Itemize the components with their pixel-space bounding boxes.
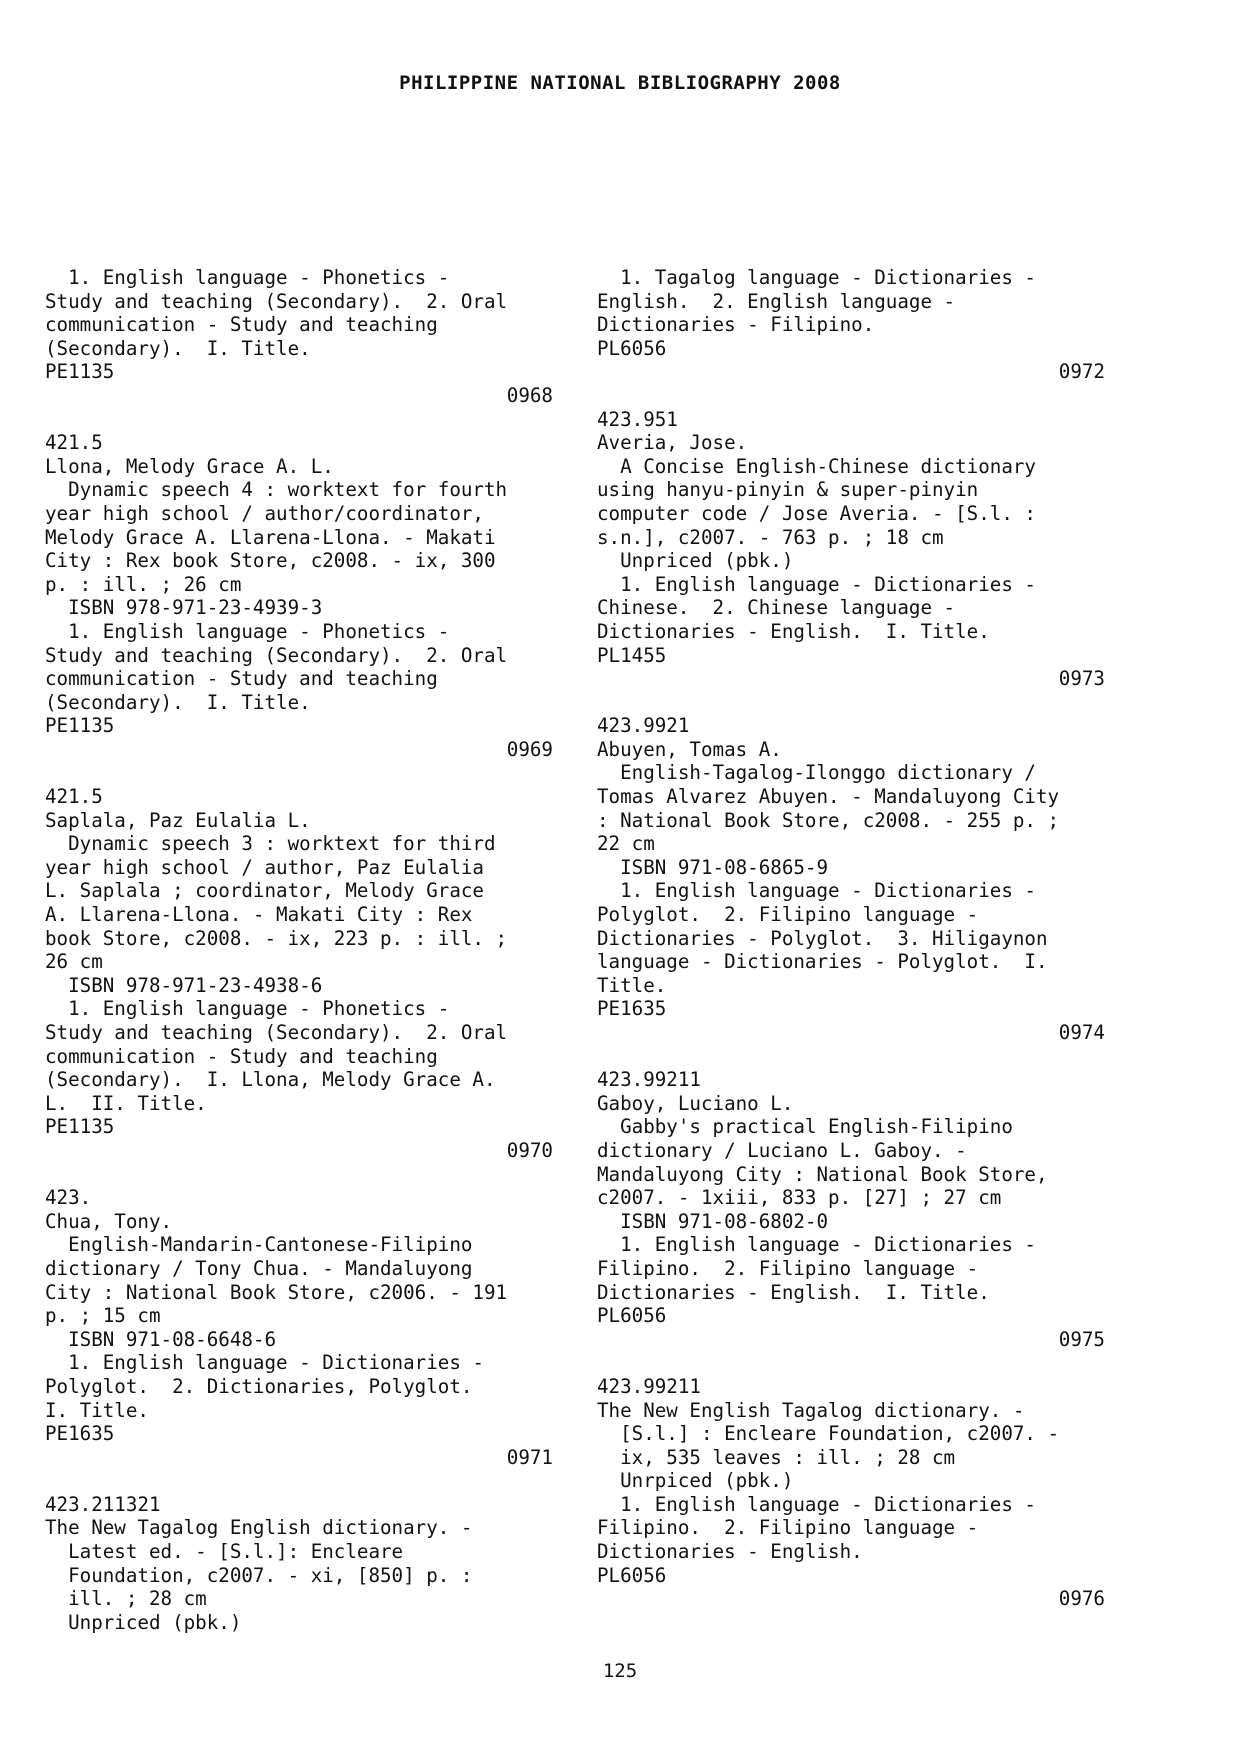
entry-line: using hanyu-pinyin & super-pinyin xyxy=(597,478,979,502)
entry-line: Dictionaries - English. I. Title. xyxy=(597,619,990,643)
entry-number: 0969 xyxy=(506,737,553,761)
entry-line: Filipino. 2. Filipino language - xyxy=(597,1256,979,1280)
entry-line: The New English Tagalog dictionary. - xyxy=(597,1398,1025,1422)
entry-line: Foundation, c2007. - xi, [850] p. : xyxy=(45,1563,473,1587)
entry-line: ill. ; 28 cm xyxy=(45,1587,207,1611)
entry-line: Dictionaries - English. xyxy=(597,1540,863,1564)
entry-line: 423.9921 xyxy=(597,714,690,738)
entry-number: 0970 xyxy=(506,1138,553,1162)
entry-line: Dictionaries - Filipino. xyxy=(597,313,875,337)
entry-line: Gabby's practical English-Filipino xyxy=(597,1115,1013,1139)
entry-line: Unrpiced (pbk.) xyxy=(597,1469,794,1493)
entry-line: Filipino. 2. Filipino language - xyxy=(597,1516,979,1540)
entry-line: communication - Study and teaching xyxy=(45,667,438,691)
entry-line: p. ; 15 cm xyxy=(45,1304,161,1328)
entry-line: Chinese. 2. Chinese language - xyxy=(597,596,956,620)
entry-line: PE1635 xyxy=(597,997,667,1021)
entry-line: ISBN 978-971-23-4939-3 xyxy=(45,596,323,620)
entry-line: PE1635 xyxy=(45,1422,115,1446)
entry-number: 0974 xyxy=(1058,1021,1105,1044)
entry-line: Polyglot. 2. Filipino language - xyxy=(597,903,979,927)
entry-line: p. : ill. ; 26 cm xyxy=(45,572,242,596)
entry-line: (Secondary). I. Title. xyxy=(45,690,311,714)
entry-line: Dictionaries - English. I. Title. xyxy=(597,1280,990,1304)
entry-line: Polyglot. 2. Dictionaries, Polyglot. xyxy=(45,1374,473,1398)
blank-line xyxy=(597,1351,1105,1375)
entry-line: Study and teaching (Secondary). 2. Oral xyxy=(45,1021,508,1044)
entry-line: A. Llarena-Llona. - Makati City : Rex xyxy=(45,903,473,927)
entry-number: 0968 xyxy=(506,383,553,407)
entry-line: PL6056 xyxy=(597,1563,667,1587)
entry-line: language - Dictionaries - Polyglot. I. xyxy=(597,950,1048,974)
entry-line: 421.5 xyxy=(45,785,103,809)
entry-line: 1. Tagalog language - Dictionaries - xyxy=(597,266,1036,289)
entry-line: Unpriced (pbk.) xyxy=(45,1610,242,1634)
entry-number: 0972 xyxy=(1058,360,1105,384)
entry-line: 1. English language - Dictionaries - xyxy=(597,1233,1036,1257)
entry-line: communication - Study and teaching xyxy=(45,1044,438,1068)
page-header: PHILIPPINE NATIONAL BIBLIOGRAPHY 2008 xyxy=(399,72,841,94)
entry-line: The New Tagalog English dictionary. - xyxy=(45,1516,473,1540)
entry-number: 0975 xyxy=(1058,1327,1105,1351)
left-column xyxy=(45,266,553,1634)
entry-line: year high school / author/coordinator, xyxy=(45,501,484,525)
entry-line: 1. English language - Phonetics - xyxy=(45,266,450,289)
entry-number: 0973 xyxy=(1058,667,1105,691)
entry-line: 1. English language - Dictionaries - xyxy=(597,572,1036,596)
entry-line: 1. English language - Phonetics - xyxy=(45,997,450,1021)
entry-line: PL6056 xyxy=(597,1304,667,1328)
entry-line: City : Rex book Store, c2008. - ix, 300 xyxy=(45,549,496,573)
blank-line xyxy=(45,1469,553,1493)
entry-line: 22 cm xyxy=(597,832,655,856)
entry-line: [S.l.] : Encleare Foundation, c2007. - xyxy=(597,1422,1060,1446)
entry-line: ix, 535 leaves : ill. ; 28 cm xyxy=(597,1445,956,1469)
blank-line xyxy=(597,384,1105,408)
entry-line: : National Book Store, c2008. - 255 p. ; xyxy=(597,808,1060,832)
entry-line: Title. xyxy=(597,973,667,997)
entry-line: 421.5 xyxy=(45,431,103,455)
entry-line: Gaboy, Luciano L. xyxy=(597,1091,794,1115)
entry-line: PL6056 xyxy=(597,336,667,360)
entry-line: City : National Book Store, c2006. - 191 xyxy=(45,1280,508,1304)
entry-line: Latest ed. - [S.l.]: Encleare xyxy=(45,1540,404,1564)
entry-line: 423.99211 xyxy=(597,1068,701,1092)
entry-line: I. Title. xyxy=(45,1398,149,1422)
right-column xyxy=(597,266,1105,1611)
entry-line: ISBN 978-971-23-4938-6 xyxy=(45,973,323,997)
entry-line: ISBN 971-08-6865-9 xyxy=(597,855,829,879)
entry-line: Chua, Tony. xyxy=(45,1209,173,1233)
entry-line: Averia, Jose. xyxy=(597,431,748,455)
entry-line: Dictionaries - Polyglot. 3. Hiligaynon xyxy=(597,926,1048,950)
entry-line: year high school / author, Paz Eulalia xyxy=(45,855,484,879)
entry-line: ISBN 971-08-6802-0 xyxy=(597,1209,829,1233)
entry-line: dictionary / Luciano L. Gaboy. - xyxy=(597,1138,967,1162)
entry-line: dictionary / Tony Chua. - Mandaluyong xyxy=(45,1256,473,1280)
entry-line: English-Mandarin-Cantonese-Filipino xyxy=(45,1233,473,1257)
blank-line xyxy=(45,408,553,432)
entry-line: 1. English language - Dictionaries - xyxy=(45,1351,484,1375)
entry-line: Melody Grace A. Llarena-Llona. - Makati xyxy=(45,525,496,549)
blank-line xyxy=(597,1045,1105,1069)
entry-number: 0971 xyxy=(506,1445,553,1469)
entry-line: 423. xyxy=(45,1186,92,1210)
entry-line: communication - Study and teaching xyxy=(45,313,438,337)
entry-line: computer code / Jose Averia. - [S.l. : xyxy=(597,501,1036,525)
entry-line: 423.211321 xyxy=(45,1492,161,1516)
entry-line: L. Saplala ; coordinator, Melody Grace xyxy=(45,879,484,903)
entry-line: 1. English language - Phonetics - xyxy=(45,619,450,643)
entry-line: 423.951 xyxy=(597,407,678,431)
entry-line: ISBN 971-08-6648-6 xyxy=(45,1327,277,1351)
page-number: 125 xyxy=(602,1660,638,1682)
entry-line: 26 cm xyxy=(45,950,103,974)
entry-line: A Concise English-Chinese dictionary xyxy=(597,454,1036,478)
entry-line: 1. English language - Dictionaries - xyxy=(597,1492,1036,1516)
entry-line: Llona, Melody Grace A. L. xyxy=(45,454,334,478)
entry-line: Dynamic speech 4 : worktext for fourth xyxy=(45,478,508,502)
entry-line: (Secondary). I. Llona, Melody Grace A. xyxy=(45,1068,496,1092)
blank-line xyxy=(597,691,1105,715)
entry-line: s.n.], c2007. - 763 p. ; 18 cm xyxy=(597,525,944,549)
entry-line: English. 2. English language - xyxy=(597,289,956,313)
blank-line xyxy=(45,761,553,785)
blank-line xyxy=(45,1163,553,1187)
entry-line: L. II. Title. xyxy=(45,1091,207,1115)
entry-line: book Store, c2008. - ix, 223 p. : ill. ; xyxy=(45,926,508,950)
entry-number: 0976 xyxy=(1058,1587,1105,1611)
entry-line: Mandaluyong City : National Book Store, xyxy=(597,1162,1048,1186)
entry-line: 423.99211 xyxy=(597,1374,701,1398)
entry-line: Abuyen, Tomas A. xyxy=(597,737,782,761)
entry-line: Study and teaching (Secondary). 2. Oral xyxy=(45,289,508,313)
entry-line: PE1135 xyxy=(45,1115,115,1139)
entry-line: English-Tagalog-Ilonggo dictionary / xyxy=(597,761,1036,785)
entry-line: Dynamic speech 3 : worktext for third xyxy=(45,832,496,856)
entry-line: c2007. - 1xiii, 833 p. [27] ; 27 cm xyxy=(597,1186,1002,1210)
entry-line: 1. English language - Dictionaries - xyxy=(597,879,1036,903)
entry-line: Tomas Alvarez Abuyen. - Mandaluyong City xyxy=(597,785,1060,809)
entry-line: Unpriced (pbk.) xyxy=(597,549,794,573)
entry-line: PE1135 xyxy=(45,360,115,384)
entry-line: Saplala, Paz Eulalia L. xyxy=(45,808,311,832)
entry-line: (Secondary). I. Title. xyxy=(45,336,311,360)
entry-line: Study and teaching (Secondary). 2. Oral xyxy=(45,643,508,667)
entry-line: PL1455 xyxy=(597,643,667,667)
entry-line: PE1135 xyxy=(45,714,115,738)
